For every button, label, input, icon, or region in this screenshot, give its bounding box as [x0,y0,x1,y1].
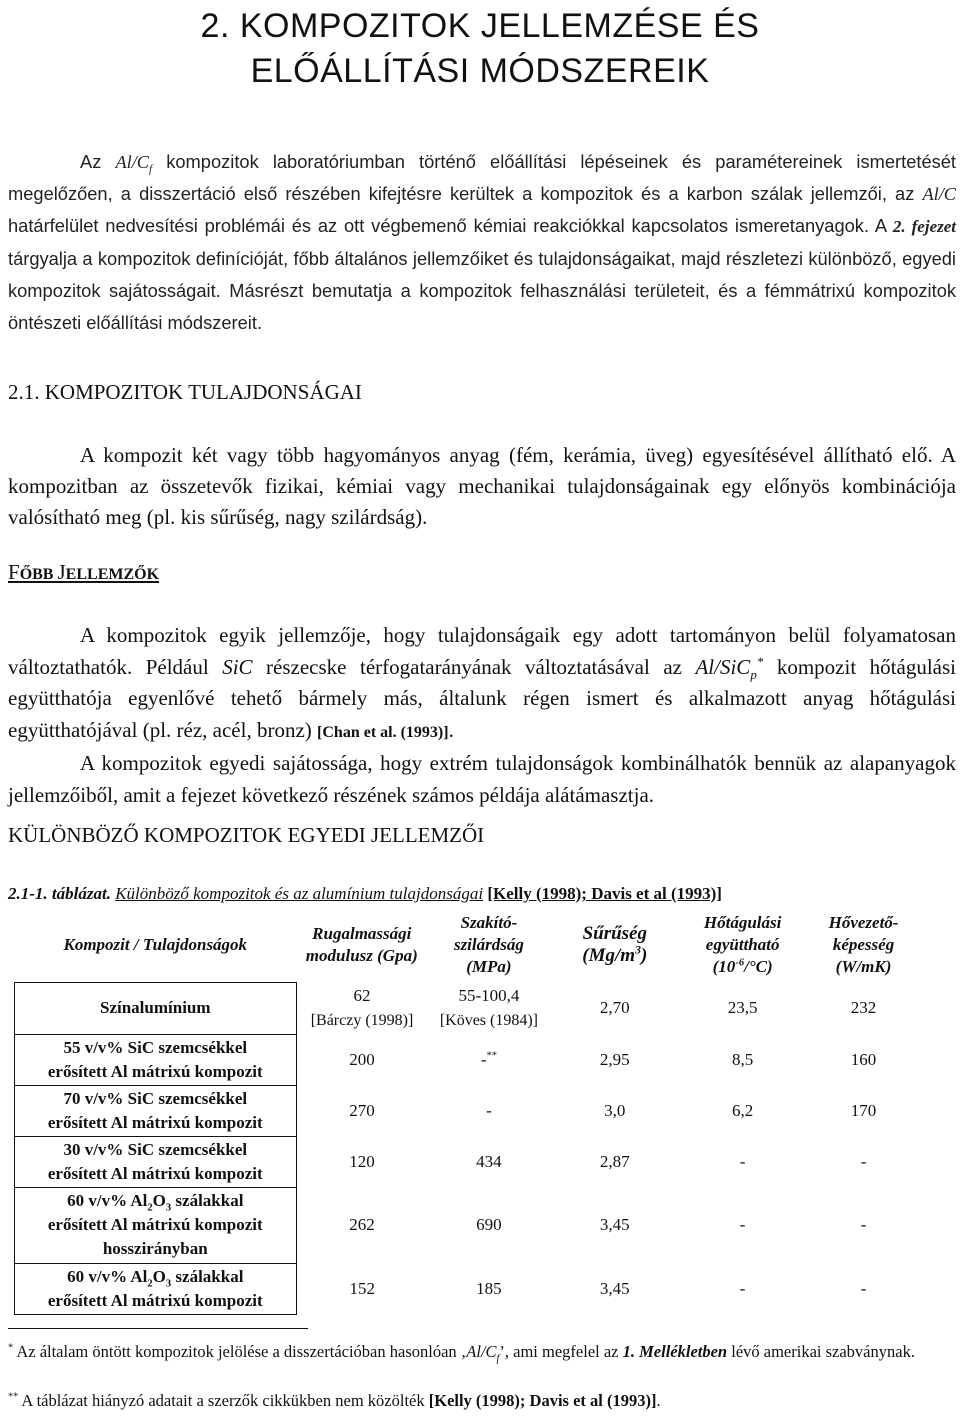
intro-paragraph: Az $Al/C_f$ kompozitok laboratóriumban történő előállítási lépéseinek és paramétereinek ismertetését megelőzően, a disszertáció első részében kifejtésre kerültek a kompozitok és a karbon szálak jellemzői, az Al/C határfelület nedvesítési problémái és az ott végbemenő kémiai reakciókkal kapcsolatos ismeretanyagok. A 2. fejezet tárgyalja a kompozitok definícióját, főbb általános jellemzőiket és tulajdonságaikat, majd részletezi különböző, egyedi kompozitok sajátosságait. Másrészt bemutatja a kompozitok felhasználási területeit, és a fémmátrixú kompozitok öntészeti előállítási módszereit. [8,151,956,333]
sic-term: SiC [222,654,253,679]
section-2-1-paragraph: A kompozit két vagy több hagyományos anyag (fém, kerámia, üveg) egyesítésével állítható elő. A kompozitban az összetevők fizikai, kémiai vagy mechanikai tulajdonságainak egy előnyös kombinációja valósítható meg (pl. kis sűrűség, nagy szilárdság). [8,443,956,529]
alsic-term: Al/SiC$_p$* [695,653,764,682]
row-name: Színalumínium [15,982,297,1034]
footnote-separator [8,1328,308,1329]
table-row: 30 v/v% SiC szemcsékkel erősített Al mátrixú kompozit 120 434 2,87 - - [15,1136,922,1187]
header-density: Sűrűség $(Mg/m^3)$ [582,923,648,966]
header-composite: Kompozit / Tulajdonságok [63,934,248,954]
table-caption: 2.1-1. táblázat. Különböző kompozitok és az alumínium tulajdonságai [Kelly (1998); Davis et al (1993)] [8,884,722,903]
row-name: 55 v/v% SiC szemcsékkel erősített Al mátrixú kompozit [15,1034,297,1085]
table-header-row [15,908,922,982]
unique-properties-heading: KÜLÖNBÖZŐ KOMPOZITOK EGYEDI JELLEMZŐI [8,823,485,847]
section-heading-2-1: 2.1. KOMPOZITOK TULAJDONSÁGAI [8,380,362,404]
table-row: 60 v/v% $Al_2O_3$ szálakkal erősített Al mátrixú kompozit 152 185 3,45 - - [15,1263,922,1314]
page-title [0,4,960,94]
header-conductivity: Hővezető-képesség (W/mK) [828,913,899,976]
row-name: 60 v/v% $Al_2O_3$ szálakkal erősített Al mátrixú kompozit [15,1263,297,1314]
header-expansion: Hőtágulási együttható $(10^{-6}/^\circ C)$ [703,913,782,976]
chan-reference: [Chan et al. (1993)] [317,723,449,741]
alc-term: Al/C [922,184,956,204]
table-row: 70 v/v% SiC szemcsékkel erősített Al mátrixú kompozit 270 - 3,0 6,2 170 [15,1085,922,1136]
properties-table [14,908,922,1315]
table-row: 55 v/v% SiC szemcsékkel erősített Al mátrixú kompozit 200 -** 2,95 8,5 160 [15,1034,922,1085]
row-name: 30 v/v% SiC szemcsékkel erősített Al mátrixú kompozit [15,1136,297,1187]
header-modulus: Rugalmassági modulusz (Gpa) [305,924,418,965]
row-name: 60 v/v% $Al_2O_3$ szálakkal erősített Al mátrixú kompozit hosszirányban [15,1187,297,1263]
main-properties-heading: FŐBB JELLEMZŐK [8,560,160,584]
alcf-term: $Al/C_f$ [115,152,153,176]
table-row: 60 v/v% $Al_2O_3$ szálakkal erősített Al mátrixú kompozit hosszirányban 262 690 3,45 - - [15,1187,922,1263]
row-name: 70 v/v% SiC szemcsékkel erősített Al mátrixú kompozit [15,1085,297,1136]
main-properties-paragraph: A kompozitok egyik jellemzője, hogy tulajdonságaik egy adott tartományon belül folyamatosan változtathatók. Például SiC részecske térfogatarányának változtatásával az Al/SiC$_p$* kompozit hőtágulási együtthatója egyenlővé tehető bármely más, általunk régen ismert és alkalmazott anyag hőtágulási együtthatójával (pl. réz, acél, bronz) [Chan et al. (1993)]. A kompozitok egyedi sajátossága, hogy extrém tulajdonságok kombinálhatók bennük az alapanyagok jellemzőiből, amit a fejezet következő részének számos példája alátámasztja. [8,623,956,807]
page-title-line-2: ELŐÁLLÍTÁSI MÓDSZEREIK [250,52,710,90]
table-row: Színalumínium 62 [Bárczy (1998)] 55-100,4 [Köves (1984)] 2,70 23,5 232 [15,982,922,1034]
unique-feature-paragraph: A kompozitok egyedi sajátossága, hogy extrém tulajdonságok kombinálhatók bennük az alapanyagok jellemzőiből, amit a fejezet következő részének számos példája alátámasztja. [8,751,956,807]
footnote-1: * Az általam öntött kompozitok jelölése a disszertációban hasonlóan $‚Al/C_f$’, ami megfelel az 1. Mellékletben lévő amerikai szabványnak. [8,1342,915,1365]
page-title-line-1: 2. KOMPOZITOK JELLEMZÉSE ÉS [200,7,760,45]
header-strength: Szakító-szilárdság (MPa) [453,913,524,976]
footnote-2: ** A táblázat hiányzó adatait a szerzők cikkükben nem közölték [Kelly (1998); Davis et al (1993)]. [8,1391,661,1410]
chapter-reference: 2. fejezet [892,217,956,236]
